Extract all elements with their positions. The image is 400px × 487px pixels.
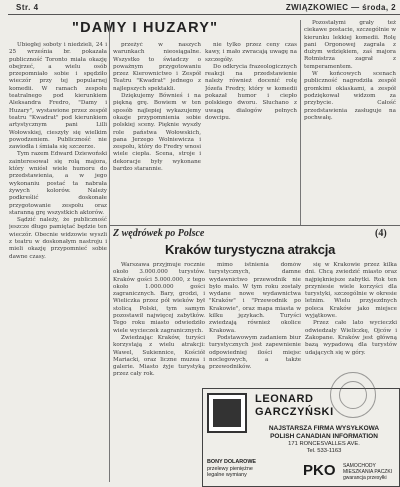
- column-divider: [109, 20, 110, 482]
- article1-col1-para2: Tym razem Edward Dziewoński zainteresował się rolą majora, który wniósł wiele humoru do przedstawienia, a w jego wykonaniu postać ta nabrała żywych kolorów. Należy podkreślić doskonałe przygotowanie zespołu oraz staranną grę wszystkich aktorów.: [9, 151, 107, 216]
- article1-col2-para1: przeżyć w naszych warunkach nieosiągalne. Wszystko to świadczy o poważnym przygotowaniu przez Kierownictwo i Zespół Teatru "Kwadrat" jednego z najlepszych spektakli.: [113, 42, 201, 92]
- section-heading: Z wędrówek po Polsce: [113, 228, 205, 239]
- article1-column-1: [9, 42, 107, 484]
- article2-col2-para1: mimo istnienia domów turystycznych, damne wydawnictwo przewodnik nie było mało. W tym roku zostały wydane nowe wydawnictwa "Kraków" i "Przewodnik po Krakowie", oraz mapa miasta w kilku językach. Turyści zwiedzają również okolice Krakowa.: [209, 262, 301, 334]
- ad-service-2: przelewy pieniężne: [207, 465, 253, 472]
- page-number-label: Str. 4: [16, 3, 39, 12]
- article2-column-1: [113, 262, 205, 484]
- section-number: (4): [375, 228, 387, 239]
- article2-column-3: [305, 262, 397, 384]
- ad-service-1: BONY DOLAROWE: [207, 459, 257, 465]
- library-stamp-icon: [330, 372, 376, 418]
- article2-col2-para2: Podstawowym zadaniem biur turystycznych jest zapewnienie odpowiedniej ilości miejsc noclegowych, a także przewodników.: [209, 334, 301, 371]
- agency-address: 171 RONCESVALLES AVE.: [288, 441, 360, 447]
- article1-col3-para2: Do odkrycia frazeologicznych reakcji na przedstawienie należy również docenić rolę Józefa Fredry, który w komedii pokazał humor i ciepło polskiego dworu. Słuchano z uwagą dialogów pełnych dowcipu.: [205, 63, 297, 121]
- article-title-damy-i-huzary: "DAMY I HUZARY": [72, 20, 219, 36]
- article1-column-3: [205, 42, 297, 220]
- article2-col3-para2: Przez całe lato wycieczki odwiedzały Wieliczkę, Ojców i Zakopane. Kraków jest główną bazą wypadową dla turystów udających się w góry.: [305, 320, 397, 356]
- ad-service-5: MIESZKANIA PACZKI: [343, 469, 393, 475]
- article1-column-4: [304, 20, 396, 220]
- article1-col3-para1: nie tylko przez ceny czas kawy, i mało zwracają uwagę na szczegóły.: [205, 42, 297, 63]
- advertiser-name-line2: GARCZYŃSKI: [255, 406, 334, 418]
- advertiser-name-line1: LEONARD: [255, 393, 314, 405]
- ad-service-4: SAMOCHODY: [343, 463, 376, 469]
- advertiser-name: [255, 393, 334, 419]
- ad-service-3: legalne wymiany: [207, 472, 247, 478]
- article1-col4-para2: W końcowych scenach publiczność nagrodziła zespół gromkimi oklaskami, a zespół podziękował widzom za przybycie. Całość przedstawienia zasługuje na pochwałę.: [304, 71, 396, 121]
- agency-line-1: NAJSTARSZA FIRMA WYSYŁKOWA: [268, 425, 380, 432]
- article2-col1-para2: Zwiedzając Kraków, turyści korzystają z wielu atrakcji: Wawel, Sukiennice, Kościół Mariacki, oraz liczne muzea i galerie. Miasto żyje turystyką przez cały rok.: [113, 334, 205, 378]
- article1-column-2: [113, 42, 201, 220]
- ad-service-6: gwarancja przesyłki: [343, 475, 387, 481]
- article-title-krakow: Kraków turystyczna atrakcja: [165, 242, 336, 257]
- ad-services-right: [343, 463, 399, 481]
- header-rule: [8, 14, 400, 15]
- ad-services-left: [207, 459, 297, 479]
- advertiser-details: [253, 425, 395, 455]
- section-divider: [110, 225, 400, 226]
- article1-col2-para2: Dziękujemy Bównieś i na piękną grę. Bowiem w ten sposób najlepiej wykazujemy okazje przypomnienia sobie polskiej sceny. Pięknie wyszły role państwa Wołowskich, pana Jerzego Wolniewicza i zespołu, który do Fredry wnosi wiele ciepła. Scena, stroje i dekoracje były wykonane bardzo starannie.: [113, 93, 201, 173]
- newspaper-title: ZWIĄZKOWIEC — środa, 2: [285, 3, 396, 12]
- article1-col4-para1: Pozostałymi grały też ciekawe postacie, szczególnie w kierunku lekkiej komedii. Rolę pani Orgonowej zagrała z dużym wdziękiem, zaś majora Rotmistrza zagrał z temperamentem.: [304, 20, 396, 70]
- page-header: [8, 2, 400, 16]
- article2-column-2: [209, 262, 301, 384]
- column-divider: [300, 20, 301, 225]
- company-logo-icon: [207, 393, 247, 433]
- article2-col1-para1: Warszawa przyjmuje rocznie około 3.000.000 turystów. Kraków gości 5.000.000, z tego około 1.000.000 gości zagranicznych. Bary, grodzi, i Wieliczka przez pół wieków był stolicą Polski, tym samym pozostawił najwięcej zabytków. Tego roku miasto odwiedziło wiele wycieczek zagranicznych.: [113, 262, 205, 334]
- pko-logo: PKO: [303, 462, 336, 479]
- article2-col3-para1: się w Krakowie przez kilka dni. Chcą zwiedzić miasto oraz najpiękniejsze zabytki. Rok ten przyniesie wiele korzyści dla turystyki, szczególnie w okresie letnim. Wielu przyjezdnych poleca Kraków jako miejsce wyjątkowe.: [305, 262, 397, 320]
- agency-line-2: POLISH CANADIAN INFORMATION: [270, 433, 378, 440]
- agency-phone: Tel. 533-1163: [306, 448, 342, 454]
- article1-col1-para1: Ubiegłej soboty i niedzieli, 24 i 25 września br. pokazała publiczność Toronto miała okazję obejrzeć, a wielu osób przepomniało sobie i spędziło wieczór przy tej popularnej komedii. W ramach zespołu teatralnego pod kierunkiem Aleksandra Fredro, "Damy i Huzary", wystawione przez zespół teatru "Kwadrat" pod kierunkiem artystycznym pani Lilli Wołowskiej, cieszyły się wielkim powodzeniem. Publiczność nie zawiodła i śmiała się szczerze.: [9, 42, 107, 151]
- article1-col1-para3: Sądzić należy, że publiczność jeszcze długo pamiętać będzie ten wieczór. Obecnie widzowie wyszli z teatru w doskonałym nastroju i mieli okazję przypomnieć sobie dawne czasy.: [9, 217, 107, 260]
